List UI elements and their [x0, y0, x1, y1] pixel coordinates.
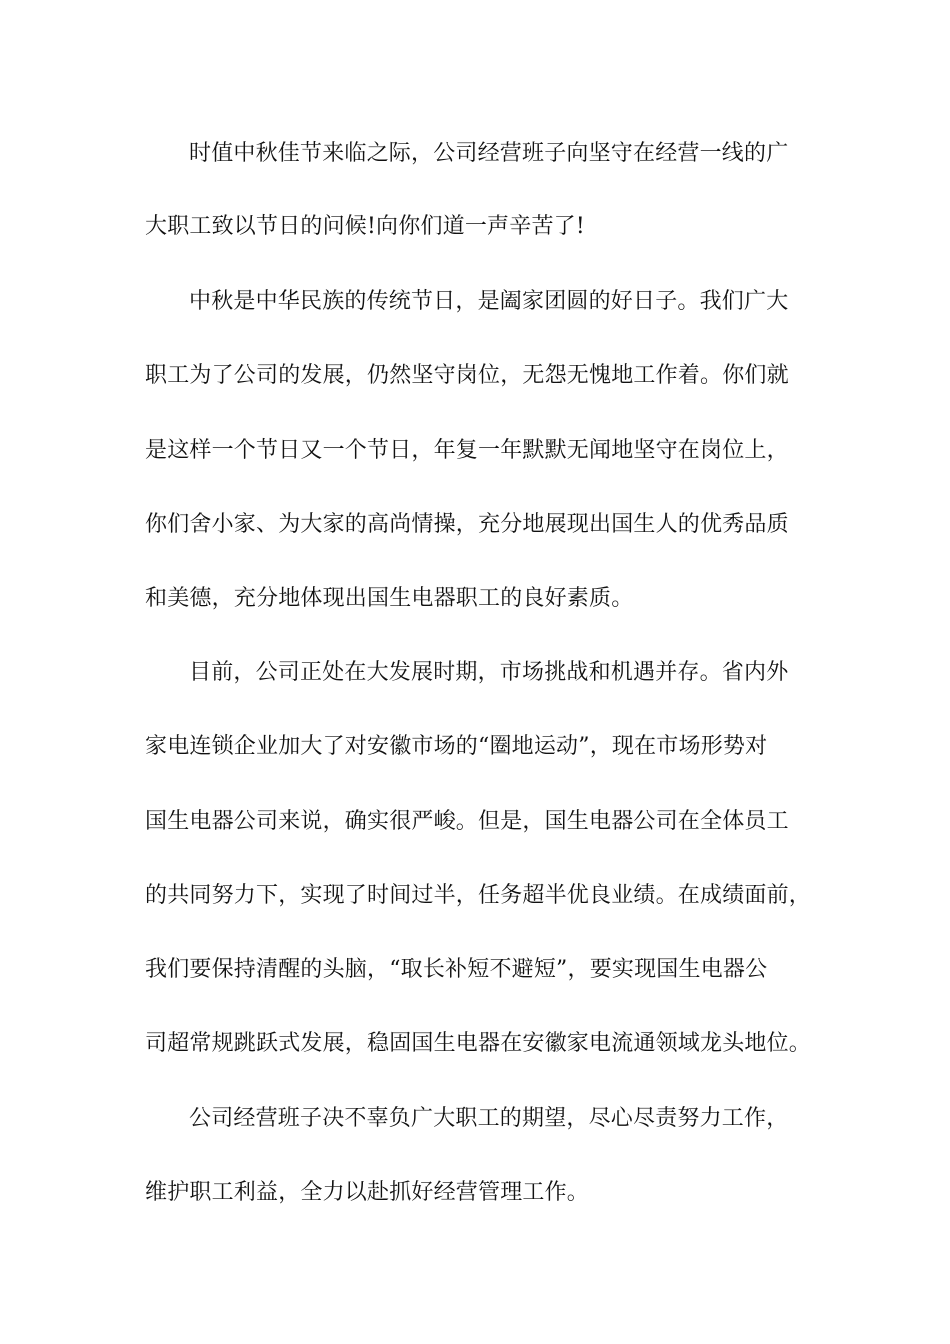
paragraph-2-line-1: 中秋是中华民族的传统节日，是阖家团圆的好日子。我们广大 [189, 289, 789, 314]
paragraph-4-line-1: 公司经营班子决不辜负广大职工的期望，尽心尽责努力工作， [189, 1106, 789, 1131]
paragraph-3-line-5: 我们要保持清醒的头脑，“取长补短不避短”，要实现国生电器公 [145, 957, 768, 982]
paragraph-3-line-3: 国生电器公司来说，确实很严峻。但是，国生电器公司在全体员工 [145, 809, 789, 834]
paragraph-3-line-2: 家电连锁企业加大了对安徽市场的“圈地运动”，现在市场形势对 [145, 734, 768, 759]
paragraph-1-line-1: 时值中秋佳节来临之际，公司经营班子向坚守在经营一线的广 [189, 141, 789, 166]
paragraph-4-line-2: 维护职工利益，全力以赴抓好经营管理工作。 [145, 1180, 590, 1205]
paragraph-3-line-1: 目前，公司正处在大发展时期，市场挑战和机遇并存。省内外 [189, 660, 789, 685]
paragraph-2-line-5: 和美德，充分地体现出国生电器职工的良好素质。 [145, 586, 634, 611]
paragraph-2-line-3: 是这样一个节日又一个节日，年复一年默默无闻地坚守在岗位上， [145, 438, 789, 463]
paragraph-3-line-6: 司超常规跳跃式发展，稳固国生电器在安徽家电流通领域龙头地位。 [145, 1031, 812, 1056]
paragraph-2-line-4: 你们舍小家、为大家的高尚情操，充分地展现出国生人的优秀品质 [145, 512, 789, 537]
paragraph-2-line-2: 职工为了公司的发展，仍然坚守岗位，无怨无愧地工作着。你们就 [145, 363, 789, 388]
paragraph-1-line-2: 大职工致以节日的问候!向你们道一声辛苦了! [145, 214, 585, 239]
paragraph-3-line-4: 的共同努力下，实现了时间过半，任务超半优良业绩。在成绩面前， [145, 883, 812, 908]
